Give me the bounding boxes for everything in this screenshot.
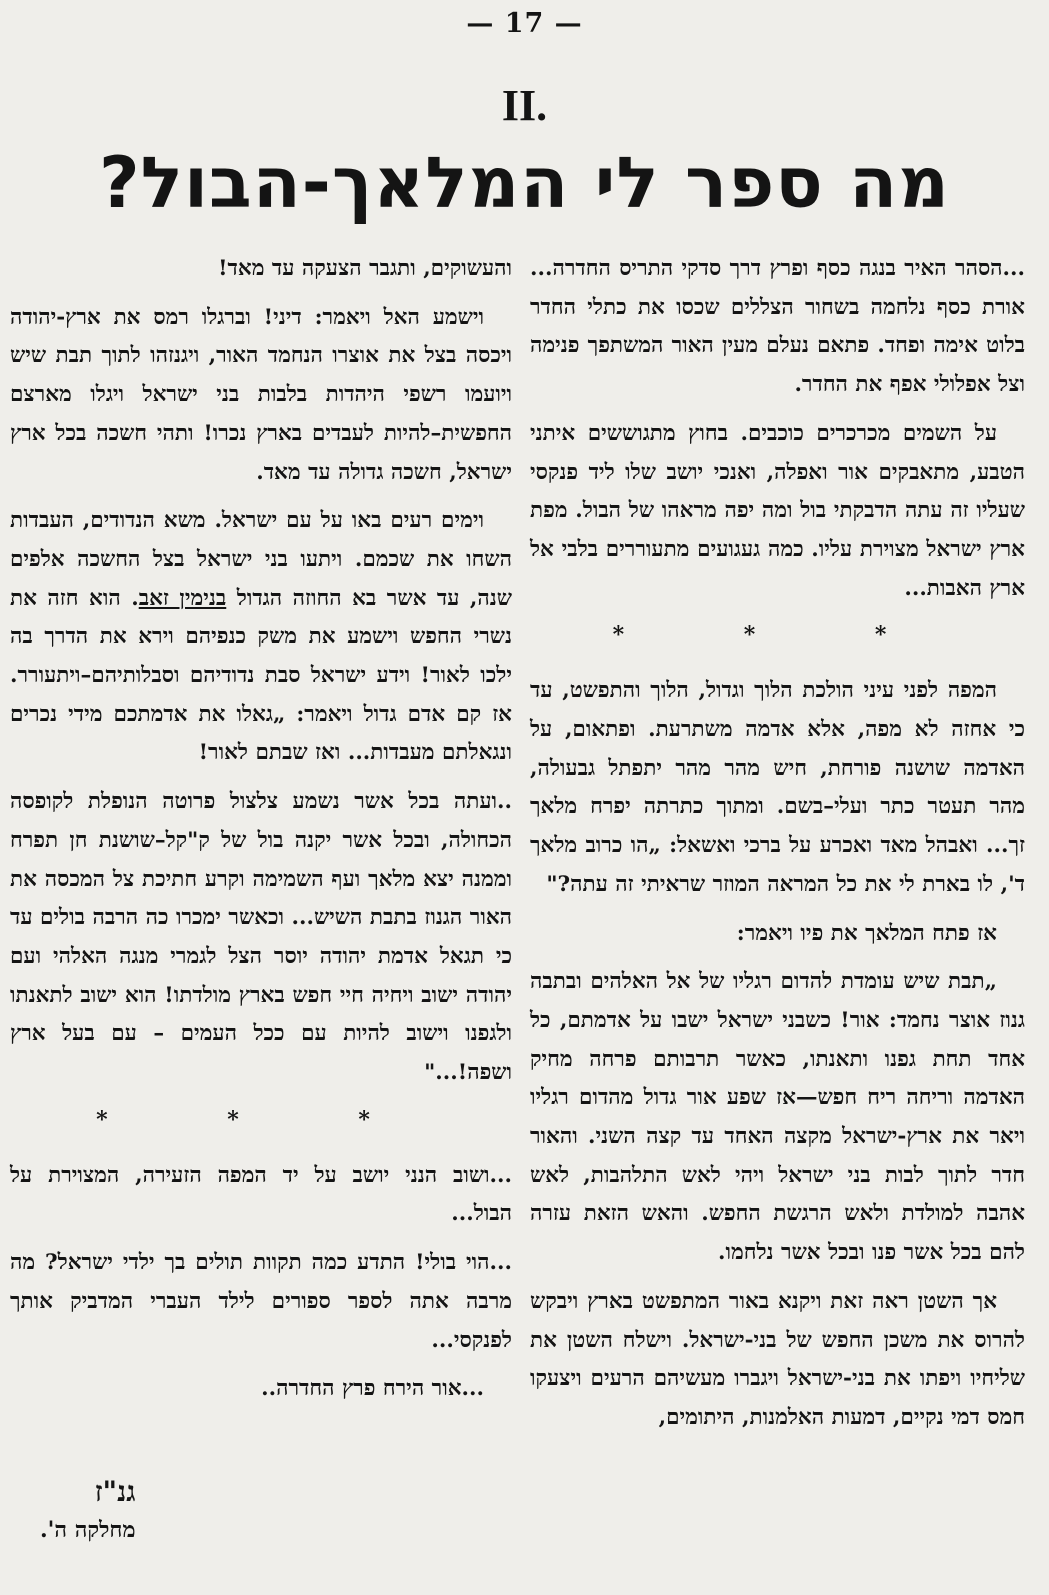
- section-numeral: II.: [501, 81, 548, 130]
- paragraph: ...הסהר האיר בנגה כסף ופרץ דרך סדקי התריס החדרה... אורת כסף נלחמה בשחור הצללים שכסו את כתלי החדר בלוט אימה ופחד. פתאם נעלם מעין האור המשתפך פנימה וצל אפלולי אפף את החדר.: [530, 256, 1025, 398]
- paragraph: ...הוי בולי! התדע כמה תקוות תולים בך ילדי ישראל? מה מרבה אתה לספר ספורים לילד העברי המדביק אותך לפנקסי...: [10, 1250, 512, 1353]
- article-title: מה ספר לי המלאך-הבול?: [99, 142, 950, 224]
- section-divider-stars: * * *: [96, 1106, 426, 1133]
- signature-block: [40, 1475, 136, 1543]
- paragraph-text: וימים רעים באו על עם ישראל. משא הנדודים, העבדות השחו את שכמם. ויתעו בני ישראל בצל החשכה אלפים שנה, עד אשר בא החוזה הגדול: [10, 508, 512, 611]
- paragraph: על השמים מכרכרים כוכבים. בחוץ מתגוששים איתני הטבע, מתאבקים אור ואפלה, ואנכי יושב שלו ליד פנקסי שעליו זה עתה הדבקתי בול ומה יפה מראהו של הבול. מפת ארץ ישראל מצוירת עליו. כמה געגועים מתעוררים בלבי אל ארץ האבות...: [530, 420, 1025, 601]
- paragraph: והעשוקים, ותגבר הצעקה עד מאד!: [218, 256, 512, 281]
- paragraph: וישמע האל ויאמר: דיני! וברגלו רמס את ארץ-יהודה ויכסה בצל את אוצרו הנחמד האור, ויגנזהו לתוך תבת שיש ויועמו רשפי היהדות בלבות בני ישראל ויגלו מארצם החפשית–להיות לעבדים בארץ נכרו! ותהי חשכה בכל ארץ ישראל, חשכה גדולה עד מאד.: [10, 304, 512, 485]
- paragraph: ...ושוב הנני יושב על יד המפה הזעירה, המצוירת על הבול...: [10, 1162, 512, 1227]
- section-divider-stars: * * *: [612, 622, 943, 649]
- paragraph-text: . הוא חזה את נשרי החפש וישמע את משק כנפיהם וירא את הדרך בה ילכו לאור! וידע ישראל סבת נדודיהם וסבלותיהם–ויתעורר. אז קם אדם גדול ויאמר: „גאלו את אדמתכם מידי נכרים ונגאלתם מעבדות... ואז שבתם לאור!: [10, 585, 512, 766]
- paragraph: ..ועתה בכל אשר נשמע צלצול פרוטה הנופלת לקופסה הכחולה, ובכל אשר יקנה בול של ק"קל–שושנת חן תפרח וממנה יצא מלאך ועף השמימה וקרע חתיכת צל המכסה את האור הגנוז בתבת השיש... וכאשר ימכרו כה הרבה בולים עד כי תגאל אדמת יהודה יוסר הצל לגמרי מנגה האלהי ועם יהודה ישוב ויחיה חיי חפש בארץ מולדתו! הוא ישוב לתאנתו ולגפנו וישוב להיות עם ככל העמים – עם בעל ארץ ושפה!...": [10, 789, 512, 1086]
- author-department: מחלקה ה'.: [40, 1517, 136, 1543]
- paragraph: „תבת שיש עומדת להדום רגליו של אל האלהים ובתבה גנוז אוצר נחמד: אור! כשבני ישראל ישבו על אדמתם, כל אחד תחת גפנו ותאנתו, כאשר תרבותם פרחה מחיק האדמה וריחה ריח חפש—אז שפע אור גדול מהדום רגליו ויאר את ארץ-ישראל מקצה האחד עד קצה השני. והאור חדר לתוך לבות בני ישראל ויהי לאש התלהבות, לאש אהבה למולדת ולאש הרגשת החפש. והאש הזאת עזרה להם בכל אשר פנו ובכל אשר נלחמו.: [530, 969, 1025, 1266]
- right-column: [530, 250, 1025, 1448]
- paragraph: [10, 502, 512, 773]
- paragraph: אז פתח המלאך את פיו ויאמר:: [736, 920, 997, 946]
- underlined-name: בנימין זאב: [138, 585, 227, 611]
- paragraph: ...אור הירח פרץ החדרה..: [261, 1376, 484, 1402]
- left-column: [10, 250, 512, 1419]
- author-signature: גנ"ז: [94, 1475, 136, 1508]
- page-number: — 17 —: [466, 8, 583, 39]
- paragraph: אך השטן ראה זאת ויקנא באור המתפשט בארץ ויבקש להרוס את משכן החפש של בני-ישראל. וישלח השטן את שליחיו ויפתו את בני-ישראל ויגברו מעשיהם הרעים ויצעקו חמס דמי נקיים, דמעות האלמנות, היתומים,: [530, 1288, 1025, 1430]
- paragraph: המפה לפני עיני הולכת הלוך וגדול, הלוך והתפשט, עד כי אחזה לא מפה, אלא אדמה משתרעת. ופתאום, על האדמה שושנה פורחת, חיש מהר מהר יתפתל גבעולה, מהר תעטר כתר ועלי–בשם. ומתוך כתרתה יפרח מלאך זך... ואבהל מאד ואכרע על ברכי ואשאל: „הו כרוב מלאך ד', לו בארת לי את כל המראה המוזר שראיתי זה עתה?": [530, 678, 1025, 897]
